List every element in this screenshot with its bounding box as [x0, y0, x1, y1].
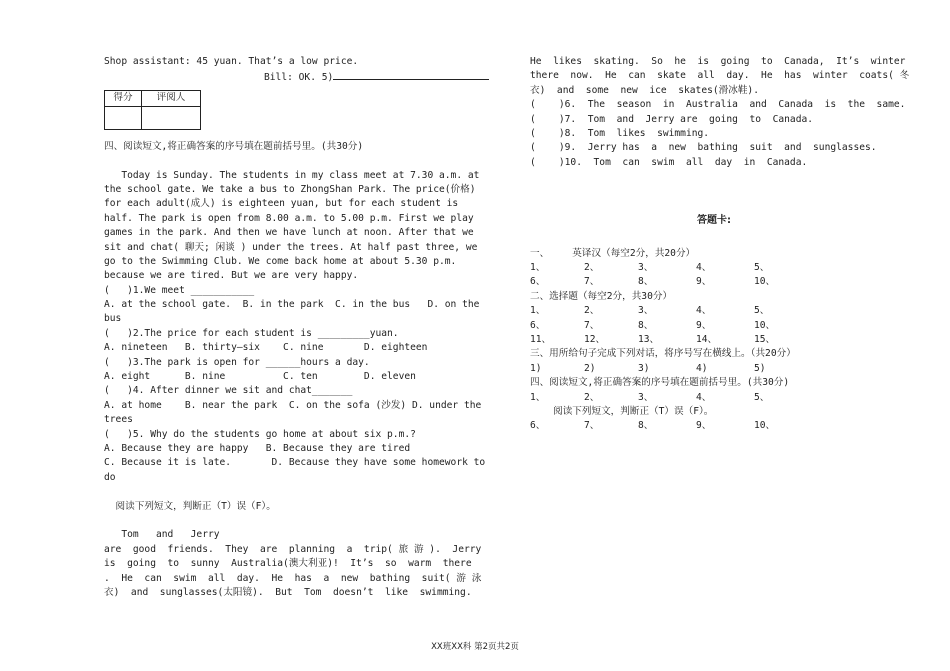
answer-card-title: 答题卡:	[697, 215, 731, 227]
score-table	[104, 90, 201, 130]
answer-slot[interactable]: 2)	[584, 362, 596, 374]
answer-slot[interactable]: 5、	[754, 305, 770, 317]
tf-question: ( )6. The season in Australia and Canada is the same.	[530, 99, 906, 111]
answer-slot[interactable]: 6、	[530, 420, 546, 432]
answer-slot[interactable]: 10、	[754, 420, 776, 432]
answer-slot[interactable]: 7、	[584, 276, 600, 288]
score-header: 得分	[105, 90, 142, 106]
spacer	[104, 485, 472, 499]
passage-1-line: because we are tired. But we are very happy.	[104, 270, 359, 282]
right-column	[530, 55, 910, 434]
answer-slot[interactable]: 5)	[754, 362, 766, 374]
card-row	[530, 275, 898, 289]
passage-2-line: is going to sunny Australia(澳大利亚)! It’s so warm there	[104, 558, 472, 570]
page-footer: XX班XX科 第2页共2页	[431, 642, 519, 652]
answer-card	[530, 247, 898, 434]
passage-1-line: for each adult(成人) is eighteen yuan, but for each student is	[104, 198, 459, 210]
passage-2	[104, 543, 482, 601]
tf-question: ( )8. Tom likes swimming.	[530, 127, 710, 139]
answer-slot[interactable]: 7、	[584, 420, 600, 432]
question-line: ( )3.The park is open for ______hours a day.	[104, 356, 370, 368]
question-line: A. Because they are happy B. Because they are tired	[104, 442, 411, 454]
answer-slot[interactable]: 1、	[530, 305, 546, 317]
answer-slot[interactable]: 1)	[530, 362, 542, 374]
answer-slot[interactable]: 3)	[638, 362, 650, 374]
tf-question: ( )9. Jerry has a new bathing suit and sunglasses.	[530, 142, 877, 154]
answer-slot[interactable]: 9、	[696, 319, 712, 331]
answer-slot[interactable]: 8、	[638, 420, 654, 432]
answer-slot[interactable]: 3、	[638, 261, 654, 273]
passage-1-line: the school gate. We take a bus to ZhongShan Park. The price(价格)	[104, 183, 476, 195]
answer-slot[interactable]: 15、	[754, 333, 776, 345]
answer-slot[interactable]: 4、	[696, 391, 712, 403]
answer-slot[interactable]: 10、	[754, 276, 776, 288]
answer-slot[interactable]: 4)	[696, 362, 708, 374]
tf-question: ( )7. Tom and Jerry are going to Canada.	[530, 113, 814, 125]
question-list	[104, 284, 486, 485]
question-line: ( )4. After dinner we sit and chat_______	[104, 385, 353, 397]
question-line: A. at home B. near the park C. on the sofa (沙发) D. under the	[104, 399, 482, 411]
passage-1-line: go to the Swimming Club. We come back home at about 5.30 p.m.	[104, 255, 457, 267]
answer-blank[interactable]	[333, 69, 489, 80]
section4-title: 四、阅读短文,将正确答案的序号填在题前括号里。(共30分)	[104, 140, 364, 152]
answer-slot[interactable]: 5、	[754, 391, 770, 403]
answer-slot[interactable]: 4、	[696, 261, 712, 273]
question-line: ( )5. Why do the students go home at about six p.m.?	[104, 428, 416, 440]
passage-cont-line: He likes skating. So he is going to Canada, It’s winter	[530, 56, 906, 67]
spacer	[104, 514, 472, 528]
answer-slot[interactable]: 4、	[696, 305, 712, 317]
question-line: trees	[104, 414, 133, 426]
passage-1-line: Today is Sunday. The students in my class meet at 7.30 a.m. at	[104, 169, 480, 181]
dialog-line-2-text: Bill: OK. 5)	[264, 72, 334, 84]
answer-slot[interactable]: 2、	[584, 261, 600, 273]
card-row	[530, 304, 898, 318]
tf-question: ( )10. Tom can swim all day in Canada.	[530, 156, 808, 168]
question-line: do	[104, 471, 116, 483]
answer-slot[interactable]: 8、	[638, 319, 654, 331]
dialog-line-2	[104, 69, 472, 83]
answer-slot[interactable]: 12、	[584, 333, 606, 345]
answer-slot[interactable]: 1、	[530, 261, 546, 273]
answer-slot[interactable]: 9、	[696, 420, 712, 432]
card-section-title: 三、用所给句子完成下列对话，将序号写在横线上。（共20分）	[530, 348, 796, 360]
answer-slot[interactable]: 8、	[638, 276, 654, 288]
left-column	[104, 55, 486, 600]
spacer	[104, 154, 472, 168]
answer-slot[interactable]: 11、	[530, 333, 552, 345]
card-section-title: 二、选择题（每空2分，共30分）	[530, 290, 673, 302]
card-row	[530, 362, 898, 376]
answer-slot[interactable]: 6、	[530, 319, 546, 331]
passage-2-line: . He can swim all day. He has a new bathing suit( 游 泳	[104, 572, 482, 584]
passage-1-line: games in the park. And then we have lunch at noon. After that we	[104, 227, 474, 239]
card-section-title: 一、 英译汉（每空2分，共20分）	[530, 247, 696, 259]
answer-slot[interactable]: 6、	[530, 276, 546, 288]
answer-slot[interactable]: 3、	[638, 305, 654, 317]
passage-2-continued	[530, 55, 910, 98]
question-line: bus	[104, 313, 122, 325]
answer-slot[interactable]: 2、	[584, 391, 600, 403]
card-row	[530, 333, 898, 347]
answer-slot[interactable]: 14、	[696, 333, 718, 345]
card-section-title: 四、阅读短文,将正确答案的序号填在题前括号里。(共30分)	[530, 377, 790, 389]
passage-1-line: half. The park is open from 8.00 a.m. to 5.00 p.m. First we play	[104, 212, 474, 224]
passage-2-line: 衣) and sunglasses(太阳镜). But Tom doesn’t like swimming.	[104, 586, 472, 598]
question-line: A. at the school gate. B. in the park C. in the bus D. on the	[104, 299, 480, 311]
card-row	[530, 261, 898, 275]
question-line: ( )1.We meet ___________	[104, 284, 255, 296]
reviewer-header: 评阅人	[142, 90, 201, 106]
score-cell[interactable]	[105, 106, 142, 129]
judge-instruction: 阅读下列短文，判断正（T）误（F）。	[104, 500, 276, 512]
question-line: A. nineteen B. thirty—six C. nine D. eighteen	[104, 342, 428, 354]
card-row	[530, 319, 898, 333]
answer-slot[interactable]: 9、	[696, 276, 712, 288]
passage-1	[104, 169, 480, 284]
card-row	[530, 391, 898, 405]
answer-slot[interactable]: 1、	[530, 391, 546, 403]
question-line: A. eight B. nine C. ten D. eleven	[104, 371, 416, 383]
tf-question-list	[530, 98, 906, 170]
card-section-title: 阅读下列短文，判断正（T）误（F）。	[530, 405, 714, 417]
passage-2-title: Tom and Jerry	[104, 529, 220, 541]
answer-slot[interactable]: 5、	[754, 261, 770, 273]
answer-slot[interactable]: 2、	[584, 305, 600, 317]
dialog-line-1: Shop assistant: 45 yuan. That’s a low price.	[104, 56, 359, 67]
card-row	[530, 419, 898, 433]
passage-1-line: sit and chat( 聊天; 闲谈 ) under the trees. At half past three, we	[104, 241, 478, 253]
reviewer-cell[interactable]	[142, 106, 201, 129]
answer-slot[interactable]: 10、	[754, 319, 776, 331]
passage-cont-line: 衣) and some new ice skates(滑冰鞋).	[530, 84, 759, 96]
answer-slot[interactable]: 13、	[638, 333, 660, 345]
answer-slot[interactable]: 3、	[638, 391, 654, 403]
passage-cont-line: there now. He can skate all day. He has winter coats( 冬	[530, 70, 910, 82]
question-line: C. Because it is late. D. Because they have some homework to	[104, 457, 486, 469]
question-line: ( )2.The price for each student is _________yuan.	[104, 327, 399, 339]
answer-slot[interactable]: 7、	[584, 319, 600, 331]
passage-2-line: are good friends. They are planning a trip( 旅 游 ). Jerry	[104, 543, 482, 555]
